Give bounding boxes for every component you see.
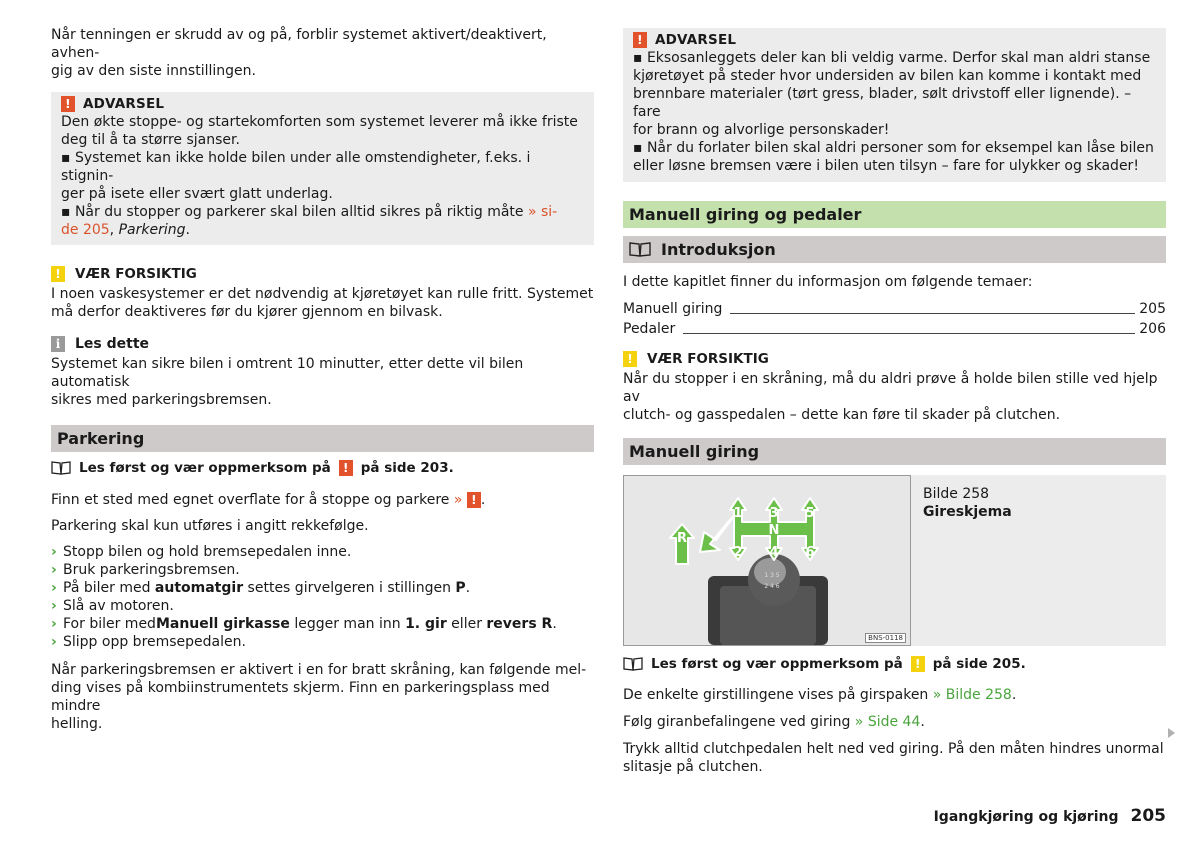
warning-line: kjøretøyet på steder hvor undersiden av bilen kan komme i kontakt med (633, 68, 1142, 84)
warning-line: ▪ Når du forlater bilen skal aldri personer som for eksempel kan låse bilen (633, 140, 1154, 156)
gear-shift-image (623, 475, 911, 646)
arrow-icon: › (51, 616, 57, 632)
warning-line: ▪ Systemet kan ikke holde bilen under alle omstendigheter, f.eks. i stignin- (61, 150, 531, 184)
page-ref-link[interactable]: de 205 (61, 222, 110, 238)
read-first-line: Les først og vær oppmerksom på ! på side 205. (623, 656, 1166, 672)
list-item: › For biler medManuell girkasse legger man inn 1. gir eller revers R. (51, 616, 557, 632)
warning-header (61, 95, 584, 113)
warning-icon: ! (467, 492, 481, 508)
gear-paragraph-3: Trykk alltid clutchpedalen helt ned ved giring. På den måten hindres unormal slitasje på clutchen. (623, 741, 1164, 775)
reverse-arrow (700, 516, 734, 552)
warning-icon: ! (633, 32, 647, 48)
toc-item[interactable]: Pedaler 206 (623, 321, 1166, 337)
footer-chapter: Igangkjøring og kjøring (933, 809, 1119, 825)
caution-line: Når du stopper i en skråning, må du aldri prøve å holde bilen stille ved hjelp av (623, 371, 1158, 405)
intro-line-1: Når tenningen er skrudd av og på, forblir systemet aktivert/deaktivert, avhen- (51, 27, 547, 61)
page-ref-link[interactable]: » Side 44 (854, 714, 921, 730)
gear-label-1: 1 (733, 506, 743, 521)
warning-body (61, 113, 584, 239)
warning-line: ▪ Når du stopper og parkerer skal bilen alltid sikres på riktig måte » si- (61, 204, 558, 220)
figure-caption (911, 475, 1024, 646)
read-first-line: Les først og vær oppmerksom på ! på side 203. (51, 460, 594, 476)
arrow-icon: › (51, 562, 57, 578)
warning-line: Den økte stoppe- og startekomforten som systemet leverer må ikke friste (61, 114, 578, 130)
arrow-icon: › (51, 634, 57, 650)
list-item: › Bruk parkeringsbremsen. (51, 562, 240, 578)
info-icon: i (51, 336, 65, 352)
caution-line: må derfor deaktiveres før du kjører gjennom en bilvask. (51, 304, 443, 320)
gear-paragraph-1: De enkelte girstillingene vises på girspaken » Bilde 258. (623, 687, 1017, 703)
caution-header (623, 350, 1166, 368)
toc-item[interactable]: Manuell giring 205 (623, 301, 1166, 317)
gear-paragraph-2: Følg giranbefalingene ved giring » Side 44. (623, 714, 925, 730)
page-number: 205 (1130, 806, 1166, 826)
page-footer (934, 806, 1166, 826)
parking-steps (51, 543, 594, 651)
book-icon (51, 461, 71, 475)
gear-pattern-diagram (624, 476, 910, 645)
caution-icon: ! (623, 351, 637, 367)
list-item: › På biler med automatgir settes girvelgeren i stillingen P. (51, 580, 471, 596)
note-line: Systemet kan sikre bilen i omtrent 10 minutter, etter dette vil bilen automatisk (51, 356, 524, 390)
figure-label: Bilde 258 (923, 486, 990, 502)
gear-label-3: 3 (769, 506, 779, 521)
caution-line: I noen vaskesystemer er det nødvendig at kjøretøyet kan rulle fritt. Systemet (51, 286, 594, 302)
list-item: › Stopp bilen og hold bremsepedalen inne. (51, 544, 352, 560)
list-item: › Slipp opp bremsepedalen. (51, 634, 246, 650)
warning-line: ▪ Eksosanleggets deler kan bli veldig varme. Derfor skal man aldri stanse (633, 50, 1151, 66)
gear-label-n: N (768, 523, 780, 538)
note-block (51, 335, 594, 409)
intro-text: I dette kapitlet finner du informasjon om følgende temaer: (623, 274, 1033, 290)
arrow-icon: › (51, 544, 57, 560)
warning-line: for brann og alvorlige personskader! (633, 122, 890, 138)
note-title: Les dette (75, 336, 150, 352)
continue-arrow-icon (1168, 728, 1175, 738)
figure-code: BNS-0118 (865, 633, 906, 643)
caution-block (623, 350, 1166, 424)
caution-header (51, 265, 594, 283)
warning-line: brennbare materialer (tørt gress, blader, sølt drivstoff eller lignende). – fare (633, 86, 1132, 120)
list-item: › Slå av motoren. (51, 598, 174, 614)
section-heading-manuell-giring: Manuell giring (623, 438, 1166, 465)
warning-title: ADVARSEL (83, 96, 165, 112)
arrow-icon: › (51, 580, 57, 596)
warning-icon: ! (61, 96, 75, 112)
knob-label-bottom: 2 4 6 (764, 583, 780, 590)
book-icon (629, 242, 651, 257)
knob-label-top: 1 3 5 (764, 572, 780, 579)
intro-line-2: gig av den siste innstillingen. (51, 63, 256, 79)
caution-icon: ! (51, 266, 65, 282)
right-column (623, 28, 1166, 776)
warning-box (51, 92, 594, 245)
ref-link[interactable]: » (453, 492, 463, 508)
gear-label-6: 6 (805, 545, 815, 560)
caution-block (51, 265, 594, 321)
warning-line: deg til å ta større sjanser. (61, 132, 240, 148)
parking-order-text: Parkering skal kun utføres i angitt rekkefølge. (51, 518, 369, 534)
book-icon (623, 657, 643, 671)
gear-label-5: 5 (805, 506, 815, 521)
figure-ref-link[interactable]: » Bilde 258 (932, 687, 1012, 703)
left-column (51, 26, 594, 733)
gear-label-2: 2 (733, 545, 743, 560)
warning-header (633, 31, 1156, 49)
shift-arrows (670, 498, 818, 564)
chapter-heading: Manuell giring og pedaler (623, 201, 1166, 228)
warning-body (633, 49, 1156, 175)
parking-hill-paragraph: Når parkeringsbremsen er aktivert i en for bratt skråning, kan følgende mel- ding vises på kombiinstrumentets skjerm. Finn en parkeringsplass med mindre helling. (51, 662, 587, 732)
warning-box (623, 28, 1166, 182)
warning-line: ger på isete eller svært glatt underlag. (61, 186, 333, 202)
warning-title: ADVARSEL (655, 32, 737, 48)
caution-icon: ! (911, 656, 925, 672)
toc-list (623, 300, 1166, 338)
page-ref-link[interactable]: » si- (527, 204, 558, 220)
parking-paragraph: Finn et sted med egnet overflate for å stoppe og parkere » ! . (51, 492, 486, 508)
note-header (51, 335, 594, 353)
arrow-icon: › (51, 598, 57, 614)
note-line: sikres med parkeringsbremsen. (51, 392, 272, 408)
figure-title: Gireskjema (923, 504, 1012, 520)
warning-icon: ! (339, 460, 353, 476)
section-heading-parkering: Parkering (51, 425, 594, 452)
warning-line: de 205, Parkering. (61, 222, 190, 238)
warning-line: eller løsne bremsen være i bilen uten tilsyn – fare for ulykker og skader! (633, 158, 1139, 174)
gear-label-r: R (676, 531, 688, 546)
intro-heading: Introduksjon (623, 236, 1166, 263)
gear-label-4: 4 (769, 545, 779, 560)
caution-title: VÆR FORSIKTIG (75, 266, 197, 282)
caution-line: clutch- og gasspedalen – dette kan føre til skader på clutchen. (623, 407, 1061, 423)
figure-258 (623, 475, 1166, 646)
caution-title: VÆR FORSIKTIG (647, 351, 769, 367)
